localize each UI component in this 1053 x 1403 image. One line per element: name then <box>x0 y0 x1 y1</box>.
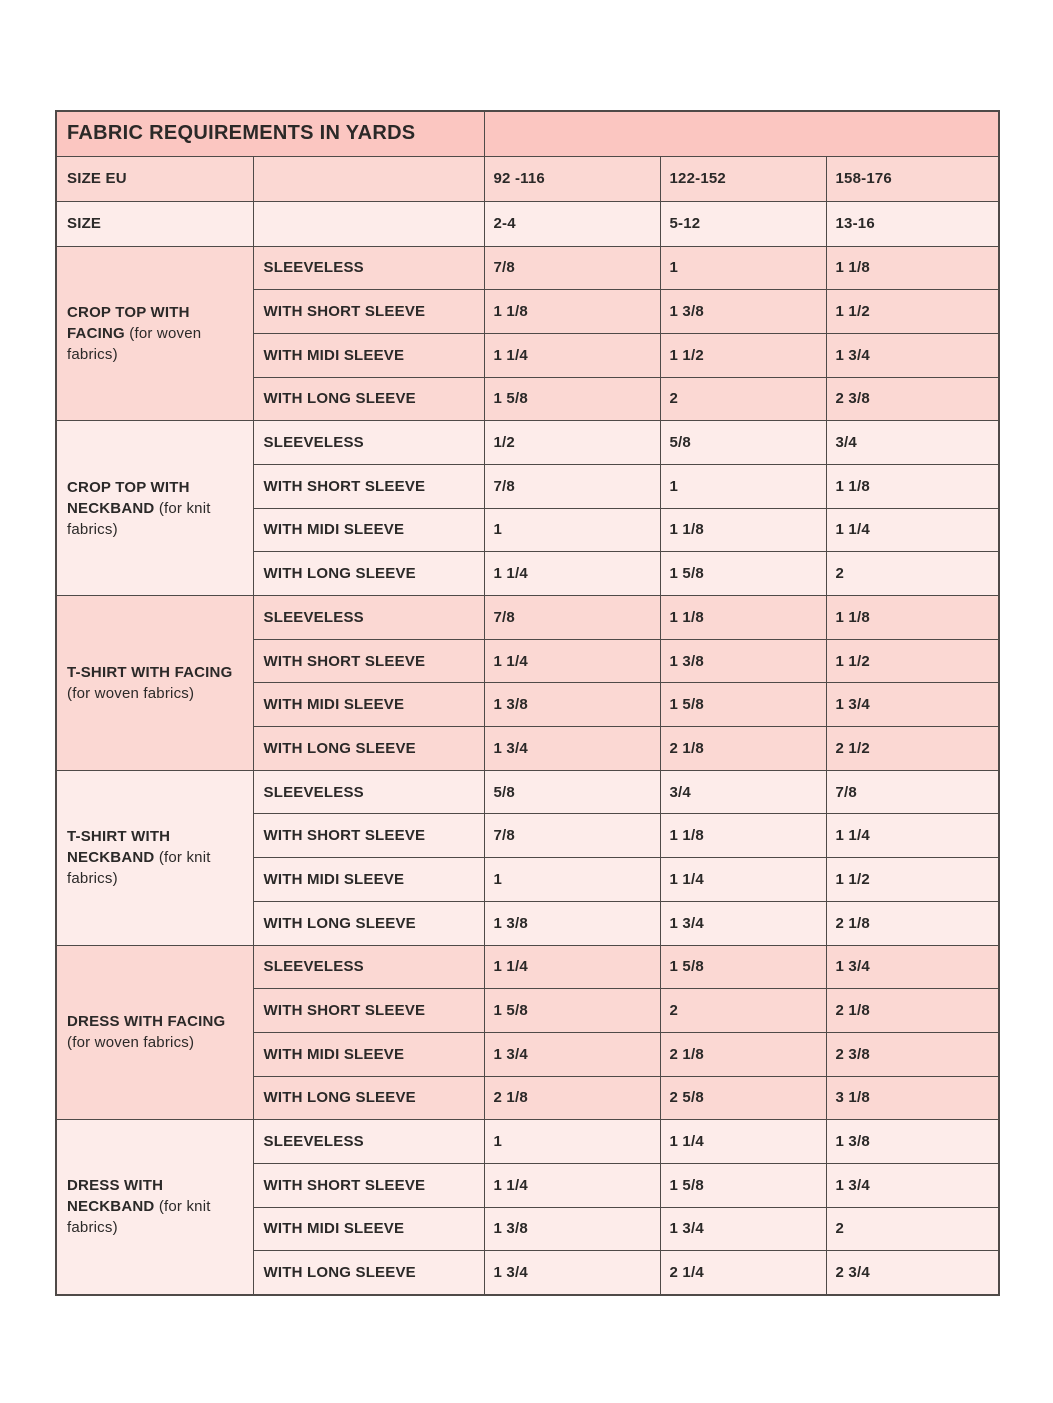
sleeve-label: WITH SHORT SLEEVE <box>253 464 484 508</box>
value-cell: 1 1/2 <box>660 333 826 377</box>
value-cell: 2 1/8 <box>660 727 826 771</box>
value-cell: 1 1/8 <box>660 508 826 552</box>
sleeve-label: WITH MIDI SLEEVE <box>253 858 484 902</box>
size-label: SIZE <box>56 201 253 246</box>
value-cell: 1 5/8 <box>660 1163 826 1207</box>
value-cell: 1 3/8 <box>660 639 826 683</box>
value-cell: 2 1/8 <box>826 901 999 945</box>
value-cell: 1 <box>660 246 826 290</box>
value-cell: 1 3/4 <box>826 683 999 727</box>
value-cell: 1 3/4 <box>660 1207 826 1251</box>
table-row <box>56 945 999 989</box>
size-row <box>56 201 999 246</box>
group-name: CROP TOP WITH FACING <box>67 303 190 342</box>
value-cell: 2 1/8 <box>484 1076 660 1120</box>
size-eu-range: 158-176 <box>826 156 999 201</box>
sleeve-label: WITH LONG SLEEVE <box>253 901 484 945</box>
value-cell: 2 <box>660 377 826 421</box>
value-cell: 2 3/8 <box>826 377 999 421</box>
group-note: (for knit fabrics) <box>67 849 211 888</box>
value-cell: 1 1/8 <box>660 814 826 858</box>
value-cell: 1 <box>484 1120 660 1164</box>
table-row <box>56 421 999 465</box>
group-note: (for woven fabrics) <box>67 1034 195 1052</box>
value-cell: 1 1/4 <box>484 1163 660 1207</box>
value-cell: 7/8 <box>484 464 660 508</box>
value-cell: 1 5/8 <box>660 552 826 596</box>
value-cell: 1 3/4 <box>826 945 999 989</box>
sleeve-label: SLEEVELESS <box>253 945 484 989</box>
sleeve-label: WITH MIDI SLEEVE <box>253 1032 484 1076</box>
group-label-tshirt-facing <box>56 596 253 771</box>
group-name: T-SHIRT WITH NECKBAND <box>67 828 171 867</box>
value-cell: 1 5/8 <box>484 377 660 421</box>
size-eu-range: 122-152 <box>660 156 826 201</box>
sleeve-label: WITH SHORT SLEEVE <box>253 814 484 858</box>
value-cell: 3 1/8 <box>826 1076 999 1120</box>
value-cell: 2 5/8 <box>660 1076 826 1120</box>
sleeve-label: SLEEVELESS <box>253 421 484 465</box>
group-label-crop-top-neckband <box>56 421 253 596</box>
size-eu-range: 92 -116 <box>484 156 660 201</box>
size-eu-label: SIZE EU <box>56 156 253 201</box>
group-label-tshirt-neckband <box>56 770 253 945</box>
value-cell: 1 1/2 <box>826 639 999 683</box>
value-cell: 1 1/2 <box>826 858 999 902</box>
group-name: CROP TOP WITH NECKBAND <box>67 478 190 517</box>
value-cell: 1 3/8 <box>484 1207 660 1251</box>
value-cell: 2 1/8 <box>826 989 999 1033</box>
value-cell: 1 1/4 <box>660 1120 826 1164</box>
value-cell: 1 5/8 <box>660 683 826 727</box>
value-cell: 1 <box>660 464 826 508</box>
value-cell: 1 3/4 <box>484 727 660 771</box>
value-cell: 1 1/8 <box>826 464 999 508</box>
sleeve-label: WITH LONG SLEEVE <box>253 377 484 421</box>
sleeve-label: SLEEVELESS <box>253 596 484 640</box>
value-cell: 1 1/4 <box>484 333 660 377</box>
sleeve-label: WITH MIDI SLEEVE <box>253 683 484 727</box>
value-cell: 1 1/4 <box>660 858 826 902</box>
size-range: 5-12 <box>660 201 826 246</box>
value-cell: 1 1/2 <box>826 290 999 334</box>
requirements-table <box>55 110 1000 1296</box>
value-cell: 1 3/4 <box>826 1163 999 1207</box>
value-cell: 2 3/8 <box>826 1032 999 1076</box>
title-row-filler <box>484 111 999 156</box>
value-cell: 5/8 <box>660 421 826 465</box>
value-cell: 2 <box>826 552 999 596</box>
title-row <box>56 111 999 156</box>
sleeve-label: SLEEVELESS <box>253 1120 484 1164</box>
group-name: T-SHIRT WITH FACING <box>67 663 233 681</box>
value-cell: 1 3/4 <box>826 333 999 377</box>
sleeve-label: WITH SHORT SLEEVE <box>253 290 484 334</box>
value-cell: 1 1/4 <box>484 639 660 683</box>
value-cell: 3/4 <box>660 770 826 814</box>
value-cell: 1 <box>484 508 660 552</box>
size-eu-empty-cell <box>253 156 484 201</box>
value-cell: 1 1/8 <box>484 290 660 334</box>
sleeve-label: WITH LONG SLEEVE <box>253 552 484 596</box>
value-cell: 2 1/2 <box>826 727 999 771</box>
sleeve-label: SLEEVELESS <box>253 246 484 290</box>
value-cell: 2 1/8 <box>660 1032 826 1076</box>
size-range: 2-4 <box>484 201 660 246</box>
value-cell: 1 5/8 <box>484 989 660 1033</box>
value-cell: 1 1/4 <box>826 508 999 552</box>
value-cell: 1 1/8 <box>660 596 826 640</box>
value-cell: 1 5/8 <box>660 945 826 989</box>
value-cell: 1 <box>484 858 660 902</box>
sleeve-label: WITH LONG SLEEVE <box>253 1251 484 1295</box>
value-cell: 1 3/4 <box>484 1032 660 1076</box>
value-cell: 1 3/4 <box>660 901 826 945</box>
value-cell: 7/8 <box>826 770 999 814</box>
value-cell: 2 <box>826 1207 999 1251</box>
group-label-dress-facing <box>56 945 253 1120</box>
value-cell: 1 1/4 <box>826 814 999 858</box>
value-cell: 1 1/4 <box>484 552 660 596</box>
sleeve-label: WITH SHORT SLEEVE <box>253 1163 484 1207</box>
value-cell: 1 3/8 <box>484 901 660 945</box>
size-eu-row <box>56 156 999 201</box>
value-cell: 1 3/8 <box>660 290 826 334</box>
value-cell: 2 1/4 <box>660 1251 826 1295</box>
sleeve-label: WITH MIDI SLEEVE <box>253 508 484 552</box>
table-row <box>56 770 999 814</box>
value-cell: 1 1/8 <box>826 246 999 290</box>
group-note: (for woven fabrics) <box>67 324 202 363</box>
value-cell: 1 3/8 <box>826 1120 999 1164</box>
group-label-dress-neckband <box>56 1120 253 1295</box>
value-cell: 3/4 <box>826 421 999 465</box>
value-cell: 7/8 <box>484 246 660 290</box>
value-cell: 7/8 <box>484 814 660 858</box>
sleeve-label: WITH MIDI SLEEVE <box>253 333 484 377</box>
value-cell: 1 3/4 <box>484 1251 660 1295</box>
table-row <box>56 246 999 290</box>
value-cell: 7/8 <box>484 596 660 640</box>
sleeve-label: WITH LONG SLEEVE <box>253 1076 484 1120</box>
table-row <box>56 1120 999 1164</box>
value-cell: 1 1/8 <box>826 596 999 640</box>
value-cell: 2 3/4 <box>826 1251 999 1295</box>
fabric-requirements-table <box>55 110 1000 1296</box>
value-cell: 1 3/8 <box>484 683 660 727</box>
value-cell: 1 1/4 <box>484 945 660 989</box>
group-note: (for woven fabrics) <box>67 684 195 702</box>
group-note: (for knit fabrics) <box>67 499 211 538</box>
group-note: (for knit fabrics) <box>67 1198 211 1237</box>
group-label-crop-top-facing <box>56 246 253 421</box>
sleeve-label: WITH MIDI SLEEVE <box>253 1207 484 1251</box>
page-title: FABRIC REQUIREMENTS IN YARDS <box>56 111 484 156</box>
table-row <box>56 596 999 640</box>
size-empty-cell <box>253 201 484 246</box>
value-cell: 2 <box>660 989 826 1033</box>
value-cell: 1/2 <box>484 421 660 465</box>
sleeve-label: WITH SHORT SLEEVE <box>253 639 484 683</box>
group-name: DRESS WITH NECKBAND <box>67 1177 164 1216</box>
group-name: DRESS WITH FACING <box>67 1013 226 1031</box>
size-range: 13-16 <box>826 201 999 246</box>
value-cell: 5/8 <box>484 770 660 814</box>
sleeve-label: SLEEVELESS <box>253 770 484 814</box>
sleeve-label: WITH SHORT SLEEVE <box>253 989 484 1033</box>
sleeve-label: WITH LONG SLEEVE <box>253 727 484 771</box>
